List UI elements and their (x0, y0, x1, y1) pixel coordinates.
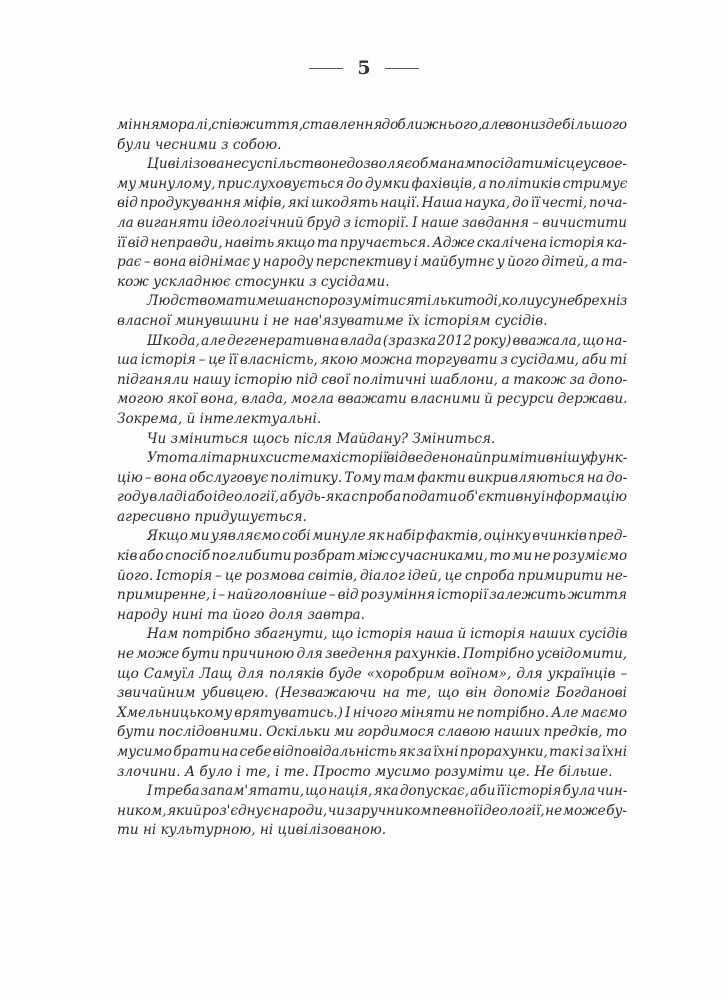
paragraph (117, 527, 627, 625)
paragraph (117, 449, 627, 527)
paragraph (117, 332, 627, 430)
paragraph (117, 155, 627, 292)
text-line: мусимо брати на себе відповідальність як за їхні прорахунки, так і за їхні (117, 744, 628, 760)
text-line: примиренне, і – найголовніше – від розуміння історії залежить життя (117, 587, 627, 604)
text-line: не може бути причиною для зведення рахунків. Потрібно усвідомити, (117, 646, 628, 663)
text-line: його. Історія – це розмова світів, діалог ідей, це спроба примирити не- (117, 567, 628, 584)
text-line: рає – вона віднімає у народу перспективу і майбутнє у його дітей, а та- (117, 254, 628, 271)
text-line: звичайним убивцею. (Незважаючи на те, що він допоміг Богданові (117, 685, 627, 702)
text-line: ків або спосіб поглибити розбрат між сучасниками, то ми не розуміємо (117, 548, 628, 565)
page-header (0, 52, 728, 84)
text-line: ником, який роз'єднує народи, чи заручником певної ідеології, не може бу- (117, 802, 627, 819)
text-line: міння моралі, співжиття, ставлення до ближнього, але вони здебільшого (117, 117, 628, 133)
text-line: підганяли нашу історію під свої політичні шаблони, а також за допо- (117, 371, 628, 388)
paragraph (117, 292, 627, 331)
text-line: І треба запам'ятати, що нація, яка допускає, аби її історія була чин- (147, 783, 628, 800)
text-line: ти ні культурною, ні цивілізованою. (117, 822, 387, 839)
text-line: Чи зміниться щось після Майдану? Зміниться. (147, 430, 496, 447)
text-line: були чесними з собою. (117, 136, 282, 153)
text-line: му минулому, прислуховується до думки фахівців, а політиків стримує (117, 175, 628, 192)
text-line: Зокрема, й інтелектуальні. (117, 410, 322, 427)
page-number: 5 (357, 57, 371, 79)
text-line: що Самуїл Лащ для поляків буде «хоробрим воїном», для українців – (117, 665, 628, 682)
text-line: Хмельницькому врятуватись.) І нічого міняти не потрібно. Але маємо (117, 704, 628, 721)
body-text (117, 116, 627, 841)
text-line: могою якої вона, влада, могла вважати власними й ресурси держави. (117, 391, 628, 408)
text-line: У тоталітарних системах історії відведено найпримітивнішу функ- (147, 450, 628, 467)
text-line: ша історія – це її власність, якою можна торгувати з сусідами, аби ті (117, 352, 627, 369)
text-line: власної минувшини і не нав'язуватиме їх історіям сусідів. (117, 312, 548, 329)
text-line: ла виганяти ідеологічний бруд з історії. І наше завдання – вичистити (117, 214, 628, 231)
text-line: Цивілізоване суспільство не дозволяє обманам посідати місце у свое- (147, 156, 627, 173)
paragraph (117, 625, 627, 782)
text-line: кож ускладнює стосунки з сусідами. (117, 273, 390, 290)
text-line: злочини. А було і те, і те. Просто мусимо розуміти це. Не більше. (117, 763, 613, 780)
text-line: народу нині та його доля завтра. (117, 606, 365, 623)
text-line: цію – вона обслуговує політику. Тому там факти викривляються на до- (117, 469, 628, 486)
text-line: від продукування міфів, які шкодять нації. Наша наука, до її честі, поча- (117, 195, 628, 212)
text-line: Шкода, але дегенеративна влада (зразка 2012 року) вважала, що на- (147, 332, 627, 349)
paragraph (117, 116, 627, 155)
text-line: году владі або ідеології, а будь-яка спроба подати об'єктивну інформацію (117, 489, 628, 506)
paragraph (117, 430, 627, 450)
text-line: Нам потрібно збагнути, що історія наша й історія наших сусідів (147, 626, 628, 643)
text-line: агресивно придушується. (117, 508, 307, 525)
text-line: її від неправди, навіть якщо та пручається. Адже скалічена історія ка- (117, 234, 627, 251)
right-dash-ornament (385, 68, 419, 69)
text-line: Людство матиме шанс порозумітися тільки тоді, коли усуне брехні з (147, 293, 628, 310)
text-line: Якщо ми уявляємо собі минуле як набір фактів, оцінку вчинків пред- (147, 528, 627, 545)
text-line: бути послідовними. Оскільки ми гордимося славою наших предків, то (117, 724, 627, 741)
paragraph (117, 782, 627, 841)
left-dash-ornament (309, 68, 343, 69)
